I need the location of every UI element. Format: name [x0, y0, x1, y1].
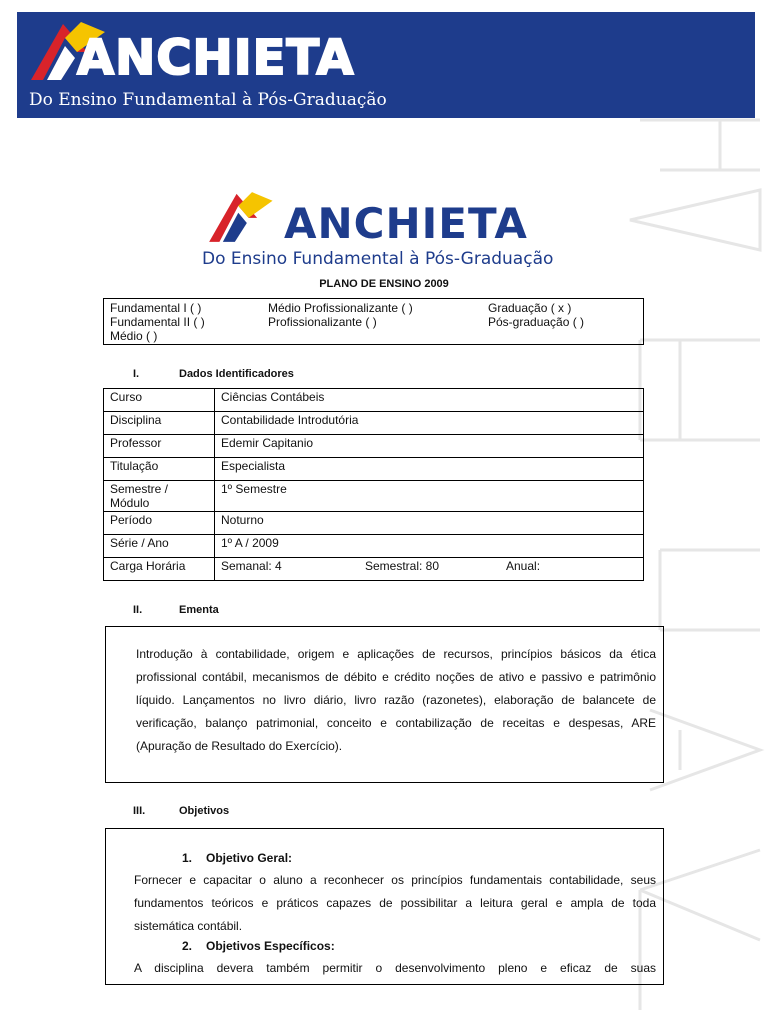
level-column-1 — [110, 301, 205, 343]
identifiers-table — [103, 388, 644, 581]
row-value: Edemir Capitanio — [215, 435, 644, 458]
section-number: I. — [133, 368, 140, 380]
row-value: Noturno — [215, 512, 644, 535]
table-row — [104, 412, 644, 435]
objective-title: Objetivo Geral: — [206, 851, 293, 865]
row-label: Carga Horária — [104, 558, 215, 581]
table-row — [104, 389, 644, 412]
workload-annual: Anual: — [506, 559, 541, 573]
level-column-3 — [488, 301, 584, 329]
workload-cell — [215, 558, 644, 581]
objective-number: 2. — [182, 939, 193, 953]
objective-number: 1. — [182, 851, 193, 865]
ementa-box — [105, 626, 664, 783]
section-number: II. — [133, 604, 143, 616]
table-row — [104, 558, 644, 581]
row-value: 1º Semestre — [215, 481, 644, 512]
logo-tagline: Do Ensino Fundamental à Pós-Graduação — [202, 249, 554, 269]
section-title: Objetivos — [179, 805, 230, 817]
level-fundamental-2: Fundamental II ( ) — [110, 315, 205, 329]
section-number: III. — [133, 805, 146, 817]
logo-brand: ANCHIETA — [284, 199, 528, 248]
workload-weekly: Semanal: 4 — [221, 559, 282, 573]
row-label: Disciplina — [104, 412, 215, 435]
specific-objectives-heading — [182, 939, 335, 953]
row-label: Professor — [104, 435, 215, 458]
general-objective-text: Fornecer e capacitar o aluno a reconhecer os princípios fundamentais contabilidade, seus fundamentos teóricos e práticos capazes de possibilitar a leitura geral e ampla de toda sistemática contábil. — [134, 873, 656, 933]
table-row — [104, 458, 644, 481]
section-title: Ementa — [179, 604, 219, 616]
row-label: Série / Ano — [104, 535, 215, 558]
level-pos-graduacao: Pós-graduação ( ) — [488, 315, 585, 329]
section-title: Dados Identificadores — [179, 368, 294, 380]
level-graduacao: Graduação ( x ) — [488, 301, 572, 315]
table-row — [104, 535, 644, 558]
level-fundamental-1: Fundamental I ( ) — [110, 301, 202, 315]
table-row — [104, 435, 644, 458]
objectives-box — [105, 828, 664, 985]
ementa-text: Introdução à contabilidade, origem e aplicações de recursos, princípios básicos da ética profissional contábil, mecanismos de débito e crédito noções de ativo e passivo e patrimônio líquido. Lançamentos no livro diário, livro razão (razonetes), elaboração de balancete de verificação, balanço patrimonial, conceito e contabilização de receitas e despesas, ARE (Apuração de Resultado do Exercício). — [136, 647, 656, 753]
workload-semester: Semestral: 80 — [365, 559, 440, 573]
document-logo — [200, 183, 570, 273]
table-row — [104, 512, 644, 535]
level-profissionalizante: Profissionalizante ( ) — [268, 315, 377, 329]
header-tagline: Do Ensino Fundamental à Pós-Graduação — [29, 90, 387, 110]
education-level-box — [103, 298, 644, 345]
row-value: 1º A / 2009 — [215, 535, 644, 558]
row-value: Especialista — [215, 458, 644, 481]
row-value: Ciências Contábeis — [215, 389, 644, 412]
row-value: Contabilidade Introdutória — [215, 412, 644, 435]
objective-title: Objetivos Específicos: — [206, 939, 335, 953]
anchieta-logo-icon — [204, 187, 276, 247]
level-medio-profissionalizante: Médio Profissionalizante ( ) — [268, 301, 413, 315]
row-label: Titulação — [104, 458, 215, 481]
header-banner — [17, 12, 755, 118]
level-column-2 — [268, 301, 413, 329]
row-label: Curso — [104, 389, 215, 412]
specific-objectives-text: A disciplina devera também permitir o desenvolvimento pleno e eficaz de suas — [134, 961, 656, 975]
plan-title: PLANO DE ENSINO 2009 — [319, 278, 449, 290]
header-brand: ANCHIETA — [77, 30, 355, 86]
general-objective-heading — [182, 851, 292, 865]
table-row — [104, 481, 644, 512]
row-label: Semestre / Módulo — [104, 481, 215, 512]
row-label: Período — [104, 512, 215, 535]
level-medio: Médio ( ) — [110, 329, 158, 343]
